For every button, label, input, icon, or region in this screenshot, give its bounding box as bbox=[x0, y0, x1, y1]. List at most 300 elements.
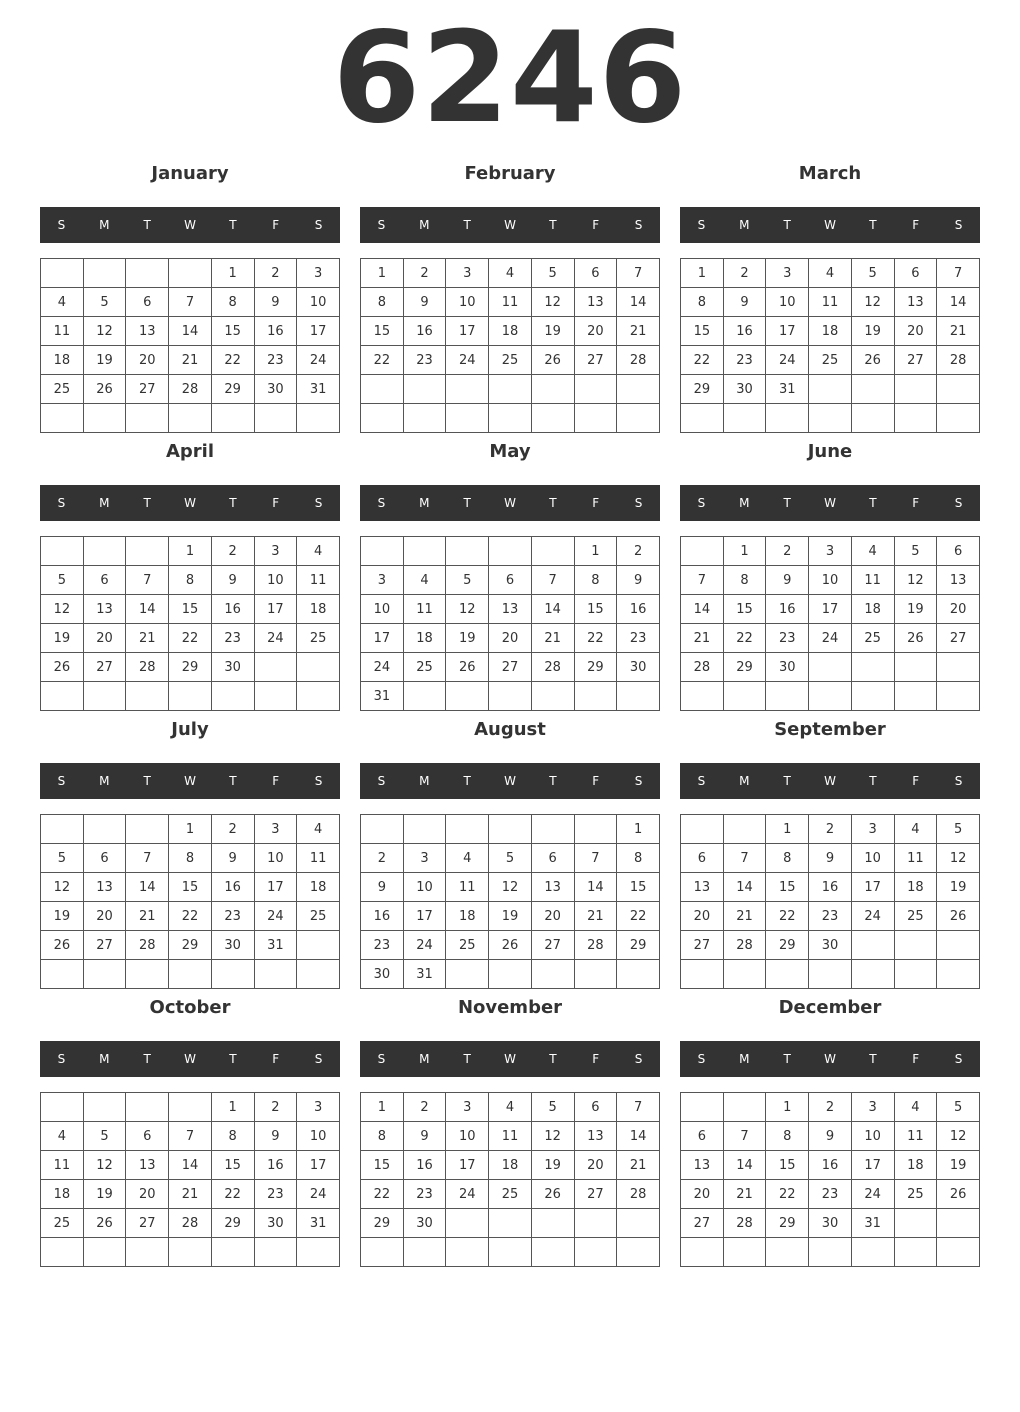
day-cell: 14 bbox=[723, 1151, 766, 1180]
day-cell: 29 bbox=[681, 375, 724, 404]
day-cell bbox=[766, 1238, 809, 1267]
day-cell: 2 bbox=[254, 259, 297, 288]
day-cell bbox=[531, 682, 574, 711]
day-cell: 28 bbox=[723, 931, 766, 960]
day-cell: 15 bbox=[169, 873, 212, 902]
day-cell: 19 bbox=[41, 624, 84, 653]
day-cell bbox=[937, 653, 980, 682]
weekday-label: S bbox=[377, 1052, 386, 1066]
week-row bbox=[681, 844, 980, 873]
week-row bbox=[681, 624, 980, 653]
weekday-label: T bbox=[783, 1052, 791, 1066]
week-row bbox=[41, 844, 340, 873]
day-cell: 18 bbox=[489, 317, 532, 346]
day-cell bbox=[254, 682, 297, 711]
weekday-label: M bbox=[99, 774, 110, 788]
day-cell: 18 bbox=[41, 346, 84, 375]
day-cell bbox=[83, 960, 126, 989]
day-cell bbox=[531, 815, 574, 844]
day-cell: 22 bbox=[617, 902, 660, 931]
day-cell bbox=[489, 375, 532, 404]
day-cell: 25 bbox=[489, 1180, 532, 1209]
week-row bbox=[41, 873, 340, 902]
week-row bbox=[681, 259, 980, 288]
day-cell: 8 bbox=[681, 288, 724, 317]
day-cell: 11 bbox=[297, 844, 340, 873]
day-cell: 10 bbox=[403, 873, 446, 902]
day-cell: 1 bbox=[361, 1093, 404, 1122]
day-cell: 6 bbox=[83, 566, 126, 595]
day-cell: 2 bbox=[211, 537, 254, 566]
day-cell: 12 bbox=[41, 873, 84, 902]
week-row bbox=[361, 404, 660, 433]
day-cell: 6 bbox=[681, 844, 724, 873]
week-row bbox=[361, 259, 660, 288]
weekday-label: M bbox=[99, 218, 110, 232]
week-row bbox=[361, 595, 660, 624]
weekday-label: T bbox=[463, 496, 471, 510]
day-cell bbox=[851, 931, 894, 960]
day-cell: 9 bbox=[361, 873, 404, 902]
day-cell: 23 bbox=[723, 346, 766, 375]
day-cell: 19 bbox=[894, 595, 937, 624]
day-cell: 24 bbox=[297, 1180, 340, 1209]
day-cell: 26 bbox=[446, 653, 489, 682]
day-cell: 28 bbox=[169, 1209, 212, 1238]
day-cell: 25 bbox=[851, 624, 894, 653]
month-title: September bbox=[774, 719, 886, 740]
day-cell: 19 bbox=[41, 902, 84, 931]
day-cell bbox=[681, 682, 724, 711]
day-cell bbox=[297, 653, 340, 682]
day-cell: 4 bbox=[894, 815, 937, 844]
day-cell: 16 bbox=[254, 317, 297, 346]
day-cell bbox=[126, 404, 169, 433]
day-cell: 24 bbox=[361, 653, 404, 682]
day-cell bbox=[41, 682, 84, 711]
day-cell: 8 bbox=[361, 1122, 404, 1151]
day-cell bbox=[169, 1238, 212, 1267]
day-cell: 7 bbox=[723, 844, 766, 873]
day-cell: 1 bbox=[169, 537, 212, 566]
day-cell: 9 bbox=[211, 566, 254, 595]
day-cell: 7 bbox=[574, 844, 617, 873]
week-row bbox=[41, 682, 340, 711]
day-cell: 6 bbox=[126, 1122, 169, 1151]
weekday-label: S bbox=[57, 496, 66, 510]
day-cell: 13 bbox=[574, 1122, 617, 1151]
day-cell bbox=[446, 815, 489, 844]
day-cell: 12 bbox=[83, 317, 126, 346]
weekday-header bbox=[680, 207, 980, 243]
day-cell: 14 bbox=[169, 1151, 212, 1180]
day-cell: 26 bbox=[937, 1180, 980, 1209]
day-cell: 6 bbox=[574, 259, 617, 288]
day-cell: 3 bbox=[361, 566, 404, 595]
day-cell: 31 bbox=[361, 682, 404, 711]
day-cell: 27 bbox=[83, 653, 126, 682]
day-cell bbox=[41, 1238, 84, 1267]
week-row bbox=[41, 346, 340, 375]
day-cell bbox=[894, 375, 937, 404]
day-cell: 15 bbox=[211, 317, 254, 346]
month-title: October bbox=[149, 997, 231, 1018]
week-row bbox=[361, 873, 660, 902]
day-cell: 19 bbox=[446, 624, 489, 653]
day-cell: 7 bbox=[169, 288, 212, 317]
day-cell: 12 bbox=[894, 566, 937, 595]
day-cell: 4 bbox=[851, 537, 894, 566]
day-cell: 5 bbox=[894, 537, 937, 566]
day-cell: 28 bbox=[723, 1209, 766, 1238]
day-cell: 4 bbox=[41, 288, 84, 317]
day-cell: 3 bbox=[254, 815, 297, 844]
weekday-label: F bbox=[592, 218, 600, 232]
day-cell: 30 bbox=[766, 653, 809, 682]
weekday-label: M bbox=[739, 1052, 750, 1066]
day-cell: 18 bbox=[851, 595, 894, 624]
day-cell bbox=[723, 404, 766, 433]
day-cell bbox=[169, 960, 212, 989]
weekday-label: M bbox=[419, 1052, 430, 1066]
day-grid bbox=[40, 814, 340, 989]
day-cell: 21 bbox=[169, 1180, 212, 1209]
day-cell: 15 bbox=[361, 1151, 404, 1180]
day-cell: 26 bbox=[531, 346, 574, 375]
day-cell: 20 bbox=[83, 624, 126, 653]
day-cell bbox=[41, 815, 84, 844]
weekday-label: M bbox=[739, 218, 750, 232]
weekday-label: T bbox=[869, 496, 877, 510]
day-cell bbox=[894, 653, 937, 682]
day-cell: 31 bbox=[297, 375, 340, 404]
weekday-label: T bbox=[869, 218, 877, 232]
day-cell: 20 bbox=[574, 317, 617, 346]
day-cell bbox=[489, 815, 532, 844]
day-cell: 11 bbox=[297, 566, 340, 595]
day-cell: 26 bbox=[531, 1180, 574, 1209]
day-cell: 17 bbox=[851, 873, 894, 902]
day-cell: 11 bbox=[41, 1151, 84, 1180]
week-row bbox=[361, 317, 660, 346]
weekday-label: T bbox=[549, 1052, 557, 1066]
day-cell: 17 bbox=[766, 317, 809, 346]
day-cell bbox=[617, 375, 660, 404]
day-cell: 24 bbox=[297, 346, 340, 375]
day-cell: 30 bbox=[403, 1209, 446, 1238]
day-grid bbox=[360, 814, 660, 989]
day-cell: 13 bbox=[531, 873, 574, 902]
day-cell: 11 bbox=[894, 1122, 937, 1151]
weekday-label: W bbox=[824, 218, 836, 232]
day-cell: 1 bbox=[766, 1093, 809, 1122]
weekday-header bbox=[360, 207, 660, 243]
weekday-label: T bbox=[869, 774, 877, 788]
day-cell: 30 bbox=[617, 653, 660, 682]
day-cell: 9 bbox=[617, 566, 660, 595]
day-cell bbox=[169, 1093, 212, 1122]
day-cell: 13 bbox=[126, 1151, 169, 1180]
week-row bbox=[681, 346, 980, 375]
day-cell: 21 bbox=[723, 1180, 766, 1209]
day-cell: 29 bbox=[766, 1209, 809, 1238]
day-cell: 26 bbox=[937, 902, 980, 931]
day-cell bbox=[211, 404, 254, 433]
day-cell: 8 bbox=[766, 1122, 809, 1151]
day-cell: 3 bbox=[809, 537, 852, 566]
week-row bbox=[361, 844, 660, 873]
day-cell bbox=[403, 682, 446, 711]
day-cell bbox=[851, 375, 894, 404]
day-cell bbox=[489, 682, 532, 711]
day-cell bbox=[41, 960, 84, 989]
day-cell bbox=[681, 960, 724, 989]
weekday-label: M bbox=[419, 496, 430, 510]
day-cell: 23 bbox=[617, 624, 660, 653]
day-cell bbox=[937, 1209, 980, 1238]
month-title: November bbox=[457, 997, 563, 1018]
day-cell bbox=[126, 1093, 169, 1122]
day-cell: 21 bbox=[617, 1151, 660, 1180]
week-row bbox=[41, 537, 340, 566]
month-title: April bbox=[165, 441, 215, 462]
day-grid bbox=[360, 258, 660, 433]
day-cell: 11 bbox=[809, 288, 852, 317]
day-cell: 1 bbox=[361, 259, 404, 288]
day-cell bbox=[361, 404, 404, 433]
day-cell: 6 bbox=[531, 844, 574, 873]
day-cell: 14 bbox=[574, 873, 617, 902]
day-cell: 23 bbox=[254, 346, 297, 375]
week-row bbox=[361, 288, 660, 317]
day-cell: 17 bbox=[297, 1151, 340, 1180]
day-cell: 16 bbox=[211, 595, 254, 624]
weekday-label: T bbox=[463, 774, 471, 788]
week-row bbox=[681, 1209, 980, 1238]
day-cell: 25 bbox=[297, 624, 340, 653]
day-cell: 23 bbox=[361, 931, 404, 960]
day-cell: 7 bbox=[126, 844, 169, 873]
day-cell bbox=[851, 682, 894, 711]
day-cell: 4 bbox=[894, 1093, 937, 1122]
day-cell bbox=[297, 960, 340, 989]
weekday-label: T bbox=[549, 218, 557, 232]
day-cell: 21 bbox=[681, 624, 724, 653]
day-cell: 17 bbox=[851, 1151, 894, 1180]
day-cell bbox=[126, 815, 169, 844]
day-cell bbox=[83, 1093, 126, 1122]
day-cell: 9 bbox=[809, 1122, 852, 1151]
day-cell: 27 bbox=[574, 1180, 617, 1209]
week-row bbox=[41, 595, 340, 624]
day-cell bbox=[723, 682, 766, 711]
day-cell bbox=[723, 960, 766, 989]
day-cell: 25 bbox=[894, 902, 937, 931]
week-row bbox=[681, 653, 980, 682]
weekday-label: F bbox=[592, 496, 600, 510]
day-cell bbox=[681, 537, 724, 566]
day-cell: 30 bbox=[254, 1209, 297, 1238]
day-cell: 13 bbox=[83, 873, 126, 902]
weekday-label: W bbox=[504, 218, 516, 232]
day-cell: 11 bbox=[894, 844, 937, 873]
week-row bbox=[361, 375, 660, 404]
day-cell: 17 bbox=[446, 1151, 489, 1180]
day-cell bbox=[83, 815, 126, 844]
day-cell: 30 bbox=[723, 375, 766, 404]
day-cell: 2 bbox=[809, 815, 852, 844]
day-cell: 29 bbox=[617, 931, 660, 960]
day-cell: 16 bbox=[403, 1151, 446, 1180]
day-cell: 29 bbox=[766, 931, 809, 960]
day-cell: 17 bbox=[254, 595, 297, 624]
day-cell bbox=[937, 960, 980, 989]
day-cell bbox=[297, 404, 340, 433]
day-cell bbox=[446, 1209, 489, 1238]
day-cell: 28 bbox=[937, 346, 980, 375]
day-cell: 28 bbox=[126, 931, 169, 960]
day-cell: 28 bbox=[681, 653, 724, 682]
day-cell bbox=[297, 1238, 340, 1267]
day-cell: 22 bbox=[681, 346, 724, 375]
weekday-label: W bbox=[184, 774, 196, 788]
day-cell: 21 bbox=[723, 902, 766, 931]
day-cell: 20 bbox=[574, 1151, 617, 1180]
weekday-label: S bbox=[377, 774, 386, 788]
day-cell: 10 bbox=[361, 595, 404, 624]
day-cell: 5 bbox=[489, 844, 532, 873]
day-cell bbox=[574, 1209, 617, 1238]
day-cell bbox=[41, 1093, 84, 1122]
day-cell bbox=[723, 815, 766, 844]
day-cell: 9 bbox=[254, 1122, 297, 1151]
day-cell: 4 bbox=[297, 815, 340, 844]
day-cell bbox=[211, 960, 254, 989]
day-cell: 26 bbox=[489, 931, 532, 960]
day-cell bbox=[446, 537, 489, 566]
day-cell: 29 bbox=[211, 375, 254, 404]
week-row bbox=[681, 317, 980, 346]
day-cell: 14 bbox=[169, 317, 212, 346]
day-cell bbox=[254, 960, 297, 989]
day-cell: 8 bbox=[211, 288, 254, 317]
day-cell: 4 bbox=[403, 566, 446, 595]
day-cell bbox=[894, 931, 937, 960]
day-cell bbox=[723, 1093, 766, 1122]
day-cell: 8 bbox=[617, 844, 660, 873]
week-row bbox=[41, 1238, 340, 1267]
day-cell: 30 bbox=[361, 960, 404, 989]
weekday-label: S bbox=[314, 218, 323, 232]
week-row bbox=[361, 1122, 660, 1151]
day-cell bbox=[83, 404, 126, 433]
day-cell: 27 bbox=[681, 931, 724, 960]
year-title: 6246 bbox=[332, 4, 688, 151]
day-cell bbox=[361, 375, 404, 404]
day-cell: 20 bbox=[681, 1180, 724, 1209]
day-cell: 12 bbox=[937, 844, 980, 873]
day-cell: 30 bbox=[254, 375, 297, 404]
day-cell bbox=[617, 404, 660, 433]
day-cell: 23 bbox=[766, 624, 809, 653]
day-cell bbox=[446, 375, 489, 404]
day-cell: 23 bbox=[211, 902, 254, 931]
day-cell: 12 bbox=[446, 595, 489, 624]
day-cell: 15 bbox=[723, 595, 766, 624]
weekday-label: S bbox=[634, 1052, 643, 1066]
day-cell: 9 bbox=[766, 566, 809, 595]
day-cell bbox=[489, 404, 532, 433]
day-cell bbox=[126, 682, 169, 711]
weekday-label: W bbox=[504, 774, 516, 788]
day-cell bbox=[937, 404, 980, 433]
day-cell: 6 bbox=[937, 537, 980, 566]
day-cell bbox=[617, 682, 660, 711]
day-cell: 21 bbox=[126, 624, 169, 653]
day-cell: 8 bbox=[169, 566, 212, 595]
day-cell: 22 bbox=[766, 902, 809, 931]
day-cell bbox=[809, 653, 852, 682]
weekday-header bbox=[40, 1041, 340, 1077]
day-cell: 1 bbox=[723, 537, 766, 566]
weekday-label: T bbox=[463, 218, 471, 232]
day-cell: 7 bbox=[617, 1093, 660, 1122]
day-cell: 27 bbox=[894, 346, 937, 375]
day-cell: 13 bbox=[83, 595, 126, 624]
day-cell: 26 bbox=[83, 375, 126, 404]
day-cell: 20 bbox=[531, 902, 574, 931]
day-cell bbox=[126, 960, 169, 989]
day-cell: 25 bbox=[446, 931, 489, 960]
day-cell bbox=[83, 1238, 126, 1267]
week-row bbox=[681, 288, 980, 317]
week-row bbox=[361, 1209, 660, 1238]
week-row bbox=[361, 1093, 660, 1122]
day-cell bbox=[766, 960, 809, 989]
day-cell: 25 bbox=[403, 653, 446, 682]
day-cell: 21 bbox=[937, 317, 980, 346]
weekday-label: T bbox=[549, 496, 557, 510]
day-cell bbox=[169, 682, 212, 711]
day-cell: 25 bbox=[41, 1209, 84, 1238]
weekday-header bbox=[360, 1041, 660, 1077]
day-cell: 4 bbox=[446, 844, 489, 873]
day-cell: 1 bbox=[211, 1093, 254, 1122]
day-cell: 10 bbox=[254, 566, 297, 595]
weekday-label: S bbox=[57, 218, 66, 232]
month-title: June bbox=[807, 441, 853, 462]
week-row bbox=[361, 682, 660, 711]
day-cell: 2 bbox=[617, 537, 660, 566]
day-cell bbox=[361, 537, 404, 566]
day-cell: 18 bbox=[297, 595, 340, 624]
day-cell bbox=[211, 1238, 254, 1267]
week-row bbox=[41, 288, 340, 317]
day-cell: 17 bbox=[361, 624, 404, 653]
week-row bbox=[681, 537, 980, 566]
day-cell: 16 bbox=[403, 317, 446, 346]
day-cell: 14 bbox=[723, 873, 766, 902]
day-cell: 28 bbox=[169, 375, 212, 404]
day-cell: 12 bbox=[851, 288, 894, 317]
weekday-label: S bbox=[57, 774, 66, 788]
weekday-label: S bbox=[954, 1052, 963, 1066]
day-cell bbox=[937, 682, 980, 711]
day-cell: 9 bbox=[254, 288, 297, 317]
day-cell: 11 bbox=[489, 1122, 532, 1151]
day-cell: 13 bbox=[681, 1151, 724, 1180]
day-cell bbox=[851, 960, 894, 989]
